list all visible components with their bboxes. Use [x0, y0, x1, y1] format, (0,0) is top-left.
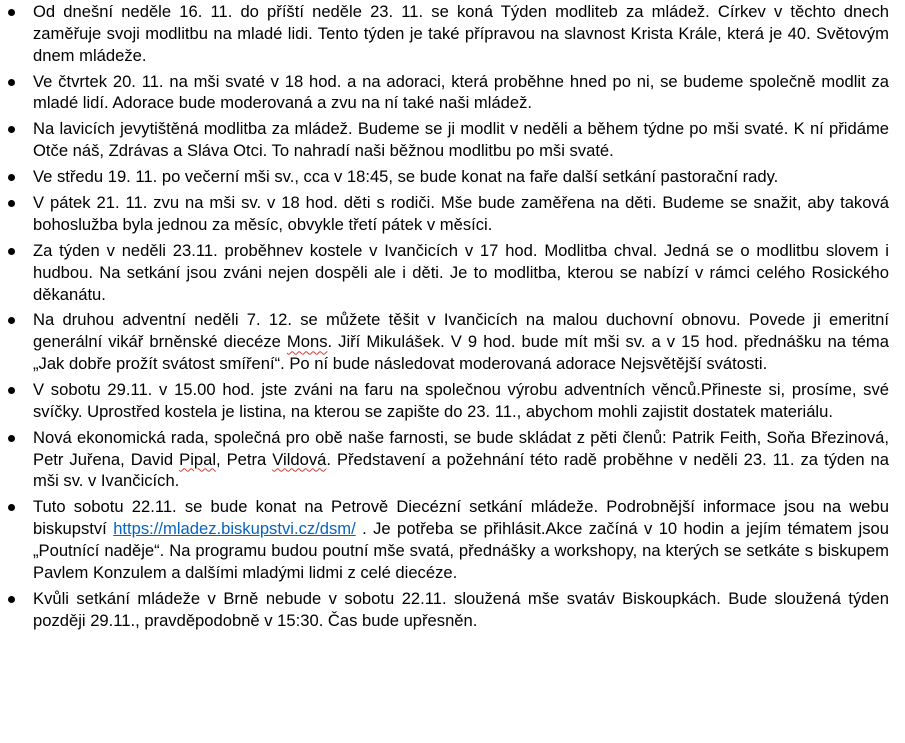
- announcement-item: [0, 379, 889, 423]
- announcement-text: Ve čtvrtek 20. 11. na mši svaté v 18 hod. a na adoraci, která proběhne hned po ni, se budeme společně modlit za mladé lidí. Adorace bude moderovaná a zvu na ní také naši mládež.: [33, 71, 889, 113]
- diocese-youth-link[interactable]: https://mladez.biskupstvi.cz/dsm/: [113, 519, 356, 539]
- bullet-icon: [8, 596, 15, 603]
- spellcheck-marked-word: Pipal: [179, 449, 217, 469]
- announcement-text: Ve středu 19. 11. po večerní mši sv., cca v 18:45, se bude konat na faře další setkání pastorační rady.: [33, 167, 779, 187]
- announcement-text-end: . Představení a požehnání této radě proběhne v neděli 23. 11. za týden na mši sv. v Ivančicích.: [33, 449, 889, 491]
- announcement-item: [0, 588, 889, 632]
- announcement-item: [0, 496, 889, 583]
- bullet-icon: [8, 435, 15, 442]
- bullet-icon: [8, 174, 15, 181]
- announcement-item: [0, 1, 889, 66]
- announcement-item: [0, 71, 889, 115]
- announcement-item: [0, 166, 889, 188]
- announcement-text: Od dnešní neděle 16. 11. do příští neděle 23. 11. se koná Týden modliteb za mládež. Církev v těchto dnech zaměřuje svoji modlitbu na mladé lidi. Tento týden je také přípravou na slavnost Krista Krále, která je 40. Světovým dnem mládeže.: [33, 2, 889, 65]
- announcement-text-start: Na druhou adventní neděli 7. 12. se můžete těšit v Ivančicích na malou duchovní obnovu. Povede ji emeritní generální vikář brněnské diecéze: [33, 310, 889, 352]
- bullet-icon: [8, 79, 15, 86]
- bullet-icon: [8, 126, 15, 133]
- bullet-icon: [8, 317, 15, 324]
- bullet-icon: [8, 9, 15, 16]
- spellcheck-marked-word: Mons: [286, 332, 328, 352]
- announcement-text: V pátek 21. 11. zvu na mši sv. v 18 hod. děti s rodiči. Mše bude zaměřena na děti. Budeme se snažit, aby taková bohoslužba byla jednou za měsíc, obvykle třetí pátek v měsíci.: [33, 193, 889, 234]
- bullet-icon: [8, 387, 15, 394]
- announcement-item: [0, 309, 889, 374]
- announcement-item: [0, 240, 889, 305]
- announcement-text-start: Tuto sobotu 22.11. se bude konat na Petrově Diecézní setkání mládeže. Podrobnější informace jsou na webu biskupství: [33, 497, 889, 539]
- announcement-text: Za týden v neděli 23.11. proběhnev kostele v Ivančicích v 17 hod. Modlitba chval. Jedná se o modlitbu slovem i hudbou. Na setkání jsou zváni nejen dospěli ale i děti. Je to modlitba, kterou se nabízí v rámci celého Rosického děkanátu.: [33, 240, 889, 304]
- announcement-item: [0, 192, 889, 236]
- announcement-item: [0, 427, 889, 492]
- announcement-item: [0, 118, 889, 162]
- announcement-text: Na lavicích jevytištěná modlitba za mládež. Budeme se ji modlit v neděli a během týdne po mši svaté. K ní přidáme Otče náš, Zdrávas a Sláva Otci. To nahradí naši běžnou modlitbu po mši svaté.: [33, 119, 889, 161]
- spellcheck-marked-word: Vildová: [272, 449, 327, 469]
- bullet-icon: [8, 200, 15, 207]
- announcement-text-middle: , Petra: [216, 449, 273, 469]
- announcement-text: V sobotu 29.11. v 15.00 hod. jste zváni na faru na společnou výrobu adventních věnců.Přineste si, prosíme, své svíčky. Uprostřed kostela je listina, na kterou se zapište do 23. 11., abychom mohli zajistit dostatek materiálu.: [33, 380, 889, 421]
- announcement-text: Kvůli setkání mládeže v Brně nebude v sobotu 22.11. sloužená mše svatáv Biskoupkách. Bude sloužená týden později 29.11., pravděpodobně v 15:30. Čas bude upřesněn.: [33, 588, 889, 630]
- announcement-text-end: . Jiří Mikulášek. V 9 hod. bude mít mši sv. a v 15 hod. přednášku na téma „Jak dobře prožít svátost smíření“. Po ní bude následovat moderovaná adorace Nejsvětější svátosti.: [33, 332, 889, 374]
- bullet-icon: [8, 248, 15, 255]
- announcement-list: [0, 1, 889, 631]
- announcement-text-start: Nová ekonomická rada, společná pro obě naše farnosti, se bude skládat z pěti členů: Patrik Feith, Soňa Březinová, Petr Juřena, David: [33, 427, 889, 469]
- bullet-icon: [8, 504, 15, 511]
- announcement-text-end: . Je potřeba se přihlásit.Akce začíná v 10 hodin a jejím tématem jsou „Poutnící naděje“. Na programu budou poutní mše svatá, přednášky a workshopy, na kterých se setkáte s biskupem Pavlem Konzulem a dalšími mladými lidmi z celé diecéze.: [33, 519, 889, 582]
